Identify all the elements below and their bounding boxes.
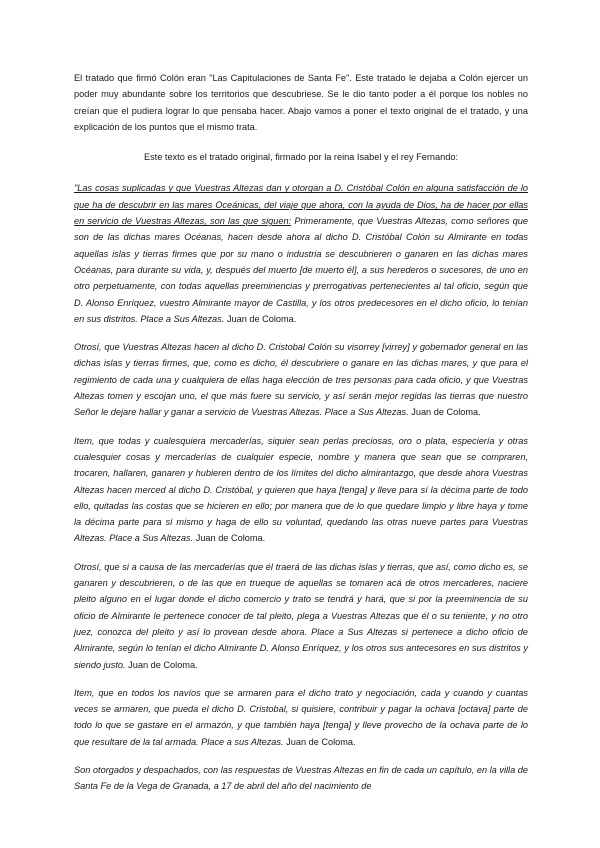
signature: Juan de Coloma.: [411, 407, 481, 418]
treaty-closing: [74, 762, 528, 795]
signature: Juan de Coloma.: [128, 659, 198, 670]
treaty-clause-4: [74, 559, 528, 673]
clause-text: Otrosí, que Vuestras Altezas hacen al dicho D. Cristobal Colón su visorrey [virrey] y gobernador general en las dichas islas y tierras firmes, que, como es dicho, él descubriere o ganare en las dichas mares, y que para el regimiento de cada una y cualquiera de ellas haga elección de tres personas para cada oficio, y que Vuestras Altezas tomen y escojan uno, el que más fuere su servicio, y así serán mejor regidas las tierras que nuestro Señor le dejare hallar y ganar a servicio de Vuestras Altezas. Place a Sus Altezas.: [74, 342, 528, 418]
clause-text: Item, que en todos los navíos que se armaren para el dicho trato y negociación, cada y cuando y cuantas veces se armaren, que pueda el dicho D. Cristobal, si quisiere, contribuir y pagar la ochava [octava] parte de todo lo que se gastare en el armazón, y que también haya [tenga] y lleve provecho de la ochava parte de lo que resultare de la tal armada. Place a sus Altezas.: [74, 687, 528, 747]
clause-text: Son otorgados y despachados, con las respuestas de Vuestras Altezas en fin de cada un capítulo, en la villa de Santa Fe de la Vega de Granada, a 17 de abril del año del nacimiento de: [74, 764, 528, 792]
clause-text: Primeramente, que Vuestras Altezas, como señores que son de las dichas mares Océanas, hacen desde ahora al dicho D. Cristóbal Colón su Almirante en todas aquellas islas y tierras firmes que por su mano o industria se descubrieren o ganaren en las dichas mares Océanas, para durante su vida, y, después del muerto [de muerto él], a sus herederos o sucesores, de uno en otro perpetuamente, con todas aquellas preeminencias y prerrogativas pertenecientes al tal oficio, según que D. Alonso Enríquez, vuestro Almirante mayor de Castilla, y los otros predecesores en el dicho oficio, lo tenían en sus distritos. Place a Sus Altezas.: [74, 216, 528, 324]
signature: Juan de Coloma.: [226, 313, 297, 324]
intro-paragraph: El tratado que firmó Colón eran "Las Capitulaciones de Santa Fe". Este tratado le dejaba a Colón ejercer un poder muy abundante sobre los territorios que descubriese. Se le dio tanto poder a él porque los nobles no creían que el pudiera lograr lo que pensaba hacer. Abajo vamos a poner el texto original de el tratado, y una explicación de los puntos que el mismo trata.: [74, 73, 528, 132]
treaty-subtitle: Este texto es el tratado original, firmado por la reina Isabel y el rey Fernando:: [143, 152, 459, 163]
quote-heading: "Las cosas suplicadas y que Vuestras Altezas dan y otorgan a D. Cristóbal Colón en alguna satisfacción de lo que ha de descubrir en las mares Oceánicas, del viaje que ahora, con la ayuda de Dios, ha de hacer por ellas en servicio de Vuestras Altezas, son las que siguen:: [74, 183, 528, 227]
treaty-clause-5: [74, 685, 528, 750]
treaty-clause-3: [74, 433, 528, 547]
clause-text: Otrosí, que si a causa de las mercaderías que él traerá de las dichas islas y tierras, que así, como dicho es, se ganaren y descubrieren, o de las que en trueque de aquellas se tomaren acá de otros mercaderes, naciere pleito alguno en el lugar donde el dicho comercio y trato se tendrá y hará, que si por la preeminencia de su oficio de Almirante le pertenece conocer de tal pleito, plega a Vuestras Altezas que él o su teniente, y no otro juez, conozca del pleito y así lo provean desde ahora. Place a Sus Altezas si pertenece a dicho oficio de Almirante, según lo tenían el dicho Almirante D. Alonso Enríquez, y los otros sus antecesores en sus distritos y siendo justo.: [74, 561, 528, 670]
signature: Juan de Coloma.: [195, 533, 266, 544]
treaty-clause-2: [74, 339, 528, 420]
signature: Juan de Coloma.: [286, 736, 356, 747]
treaty-clause-1: [74, 180, 528, 327]
clause-text: Item, que todas y cualesquiera mercaderías, siquier sean perlas preciosas, oro o plata, especiería y otras cualesquier cosas y mercaderías de cualquier especie, nombre y manera que sean que se compraren, trocaren, hallaren, ganaren y hubieren dentro de los límites del dicho almirantazgo, que desde ahora Vuestras Altezas hacen merced al dicho D. Cristóbal, y quieren que haya [tenga] y lleve para sí la décima parte de todo ello, quitadas las costas que se hicieren en ello; por manera que de lo que quedare limpio y libre haya y tome la décima parte para sí mismo y haga de ello su voluntad, quedando las otras nueve partes para Vuestras Altezas. Place a Sus Altezas.: [74, 435, 528, 544]
